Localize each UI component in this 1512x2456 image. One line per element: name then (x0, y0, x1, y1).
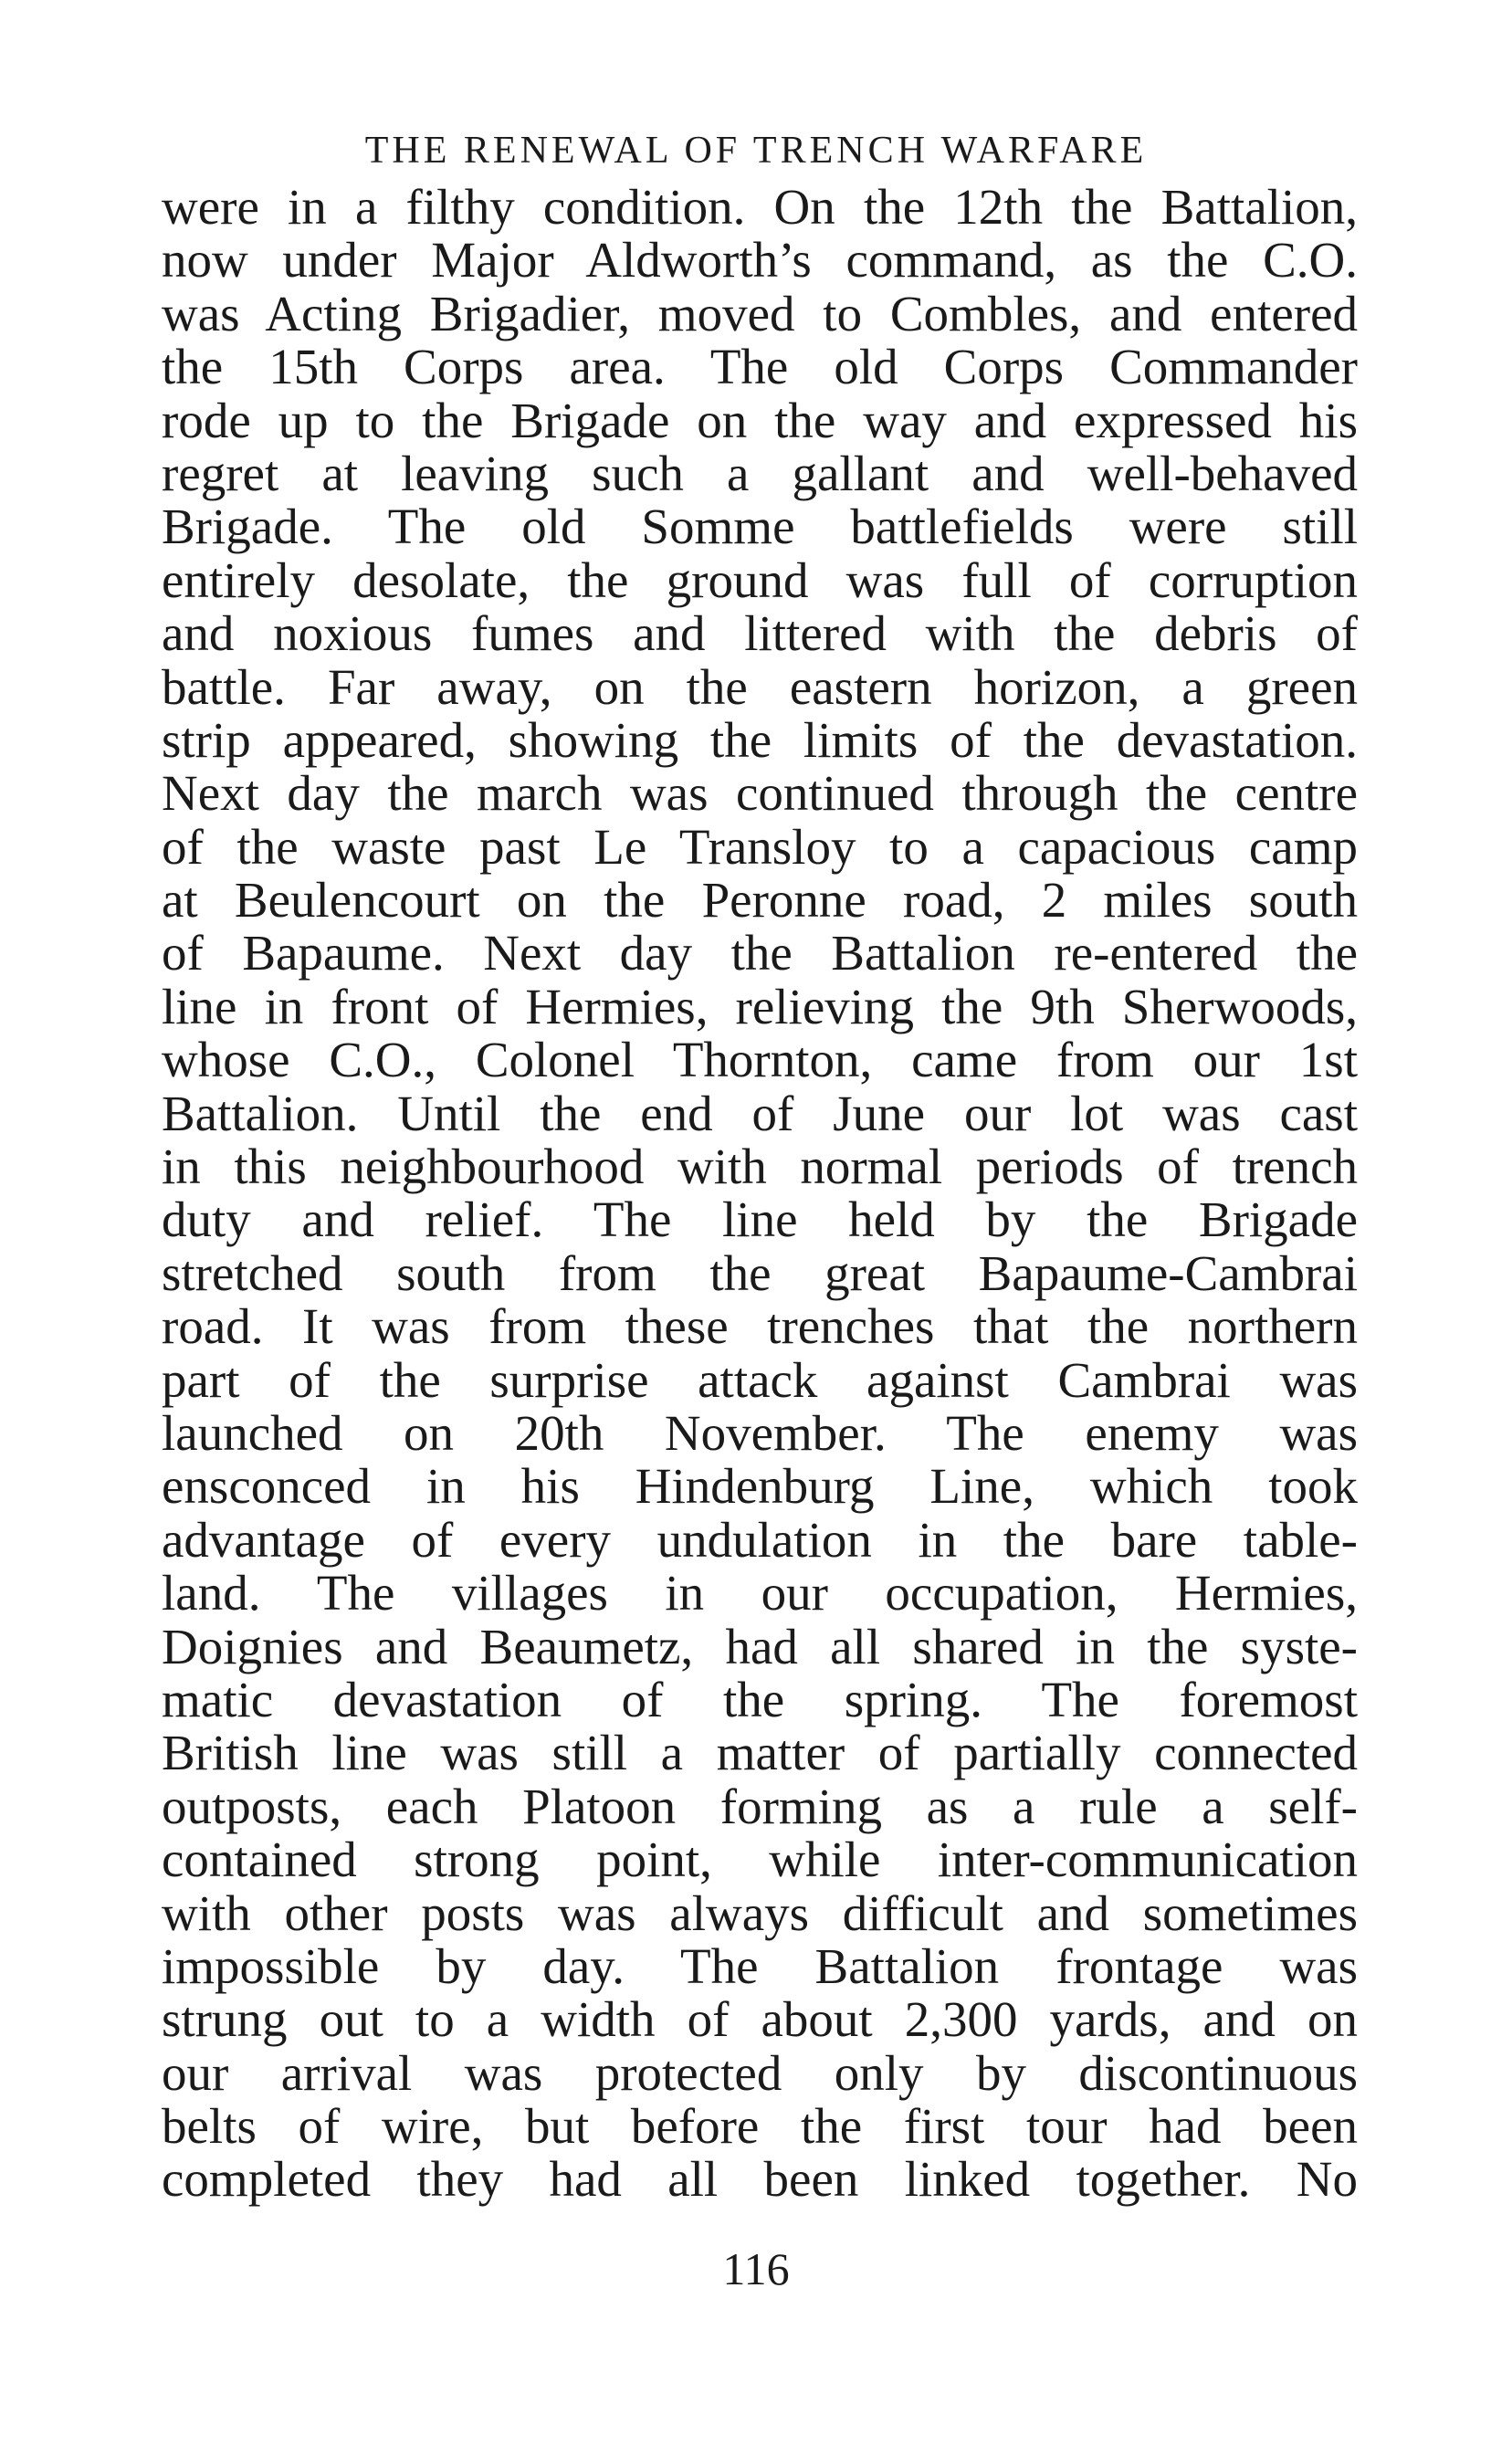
text-line: launched on 20th November. The enemy was (162, 1404, 1358, 1461)
text-line: Next day the march was continued through the centre (162, 765, 1358, 822)
text-line: with other posts was always difficult and sometimes (162, 1884, 1358, 1941)
text-line: and noxious fumes and littered with the debris of (162, 605, 1358, 662)
text-line: strung out to a width of about 2,300 yards, and on (162, 1991, 1358, 2048)
text-line: matic devastation of the spring. The foremost (162, 1671, 1358, 1727)
text-line: contained strong point, while inter-communication (162, 1832, 1358, 1888)
text-line: land. The villages in our occupation, Hermies, (162, 1565, 1358, 1622)
text-line: of the waste past Le Transloy to a capacious camp (162, 818, 1358, 875)
text-line: the 15th Corps area. The old Corps Commander (162, 339, 1358, 395)
text-line: belts of wire, but before the first tour had been (162, 2098, 1358, 2155)
text-line: impossible by day. The Battalion frontage was (162, 1937, 1358, 1994)
text-line: stretched south from the great Bapaume-Cambrai (162, 1244, 1358, 1301)
text-line: were in a filthy condition. On the 12th the Battalion, (162, 179, 1358, 235)
text-line: Doignies and Beaumetz, had all shared in the syste- (162, 1618, 1358, 1674)
text-line: strip appeared, showing the limits of the devastation. (162, 711, 1358, 768)
text-line: outposts, each Platoon forming as a rule a self- (162, 1778, 1358, 1834)
text-line: our arrival was protected only by discontinuous (162, 2044, 1358, 2101)
text-line: entirely desolate, the ground was full of corruption (162, 551, 1358, 608)
running-head: THE RENEWAL OF TRENCH WARFARE (364, 130, 1148, 172)
text-line: Brigade. The old Somme battlefields were still (162, 499, 1358, 555)
text-line: line in front of Hermies, relieving the 9th Sherwoods, (162, 978, 1358, 1034)
text-line: rode up to the Brigade on the way and expressed his (162, 392, 1358, 448)
text-line: Battalion. Until the end of June our lot was cast (162, 1085, 1358, 1141)
text-line: battle. Far away, on the eastern horizon, a green (162, 658, 1358, 715)
text-line: completed they had all been linked together. No (162, 2151, 1358, 2208)
body-text (162, 181, 1358, 2207)
page-number: 116 (722, 2243, 790, 2294)
text-line: duty and relief. The line held by the Brigade (162, 1191, 1358, 1248)
text-line: advantage of every undulation in the bare table- (162, 1511, 1358, 1568)
text-line: now under Major Aldworth’s command, as the C.O. (162, 232, 1358, 289)
text-line: part of the surprise attack against Cambrai was (162, 1351, 1358, 1408)
text-line: British line was still a matter of partially connected (162, 1725, 1358, 1781)
text-line: regret at leaving such a gallant and well-behaved (162, 445, 1358, 501)
text-line: whose C.O., Colonel Thornton, came from our 1st (162, 1032, 1358, 1088)
text-line: at Beulencourt on the Peronne road, 2 miles south (162, 872, 1358, 929)
text-line: road. It was from these trenches that the northern (162, 1298, 1358, 1355)
text-line: in this neighbourhood with normal periods of trench (162, 1139, 1358, 1195)
text-line: ensconced in his Hindenburg Line, which took (162, 1458, 1358, 1515)
text-line: was Acting Brigadier, moved to Combles, and entered (162, 285, 1358, 341)
text-line: of Bapaume. Next day the Battalion re-entered the (162, 925, 1358, 981)
